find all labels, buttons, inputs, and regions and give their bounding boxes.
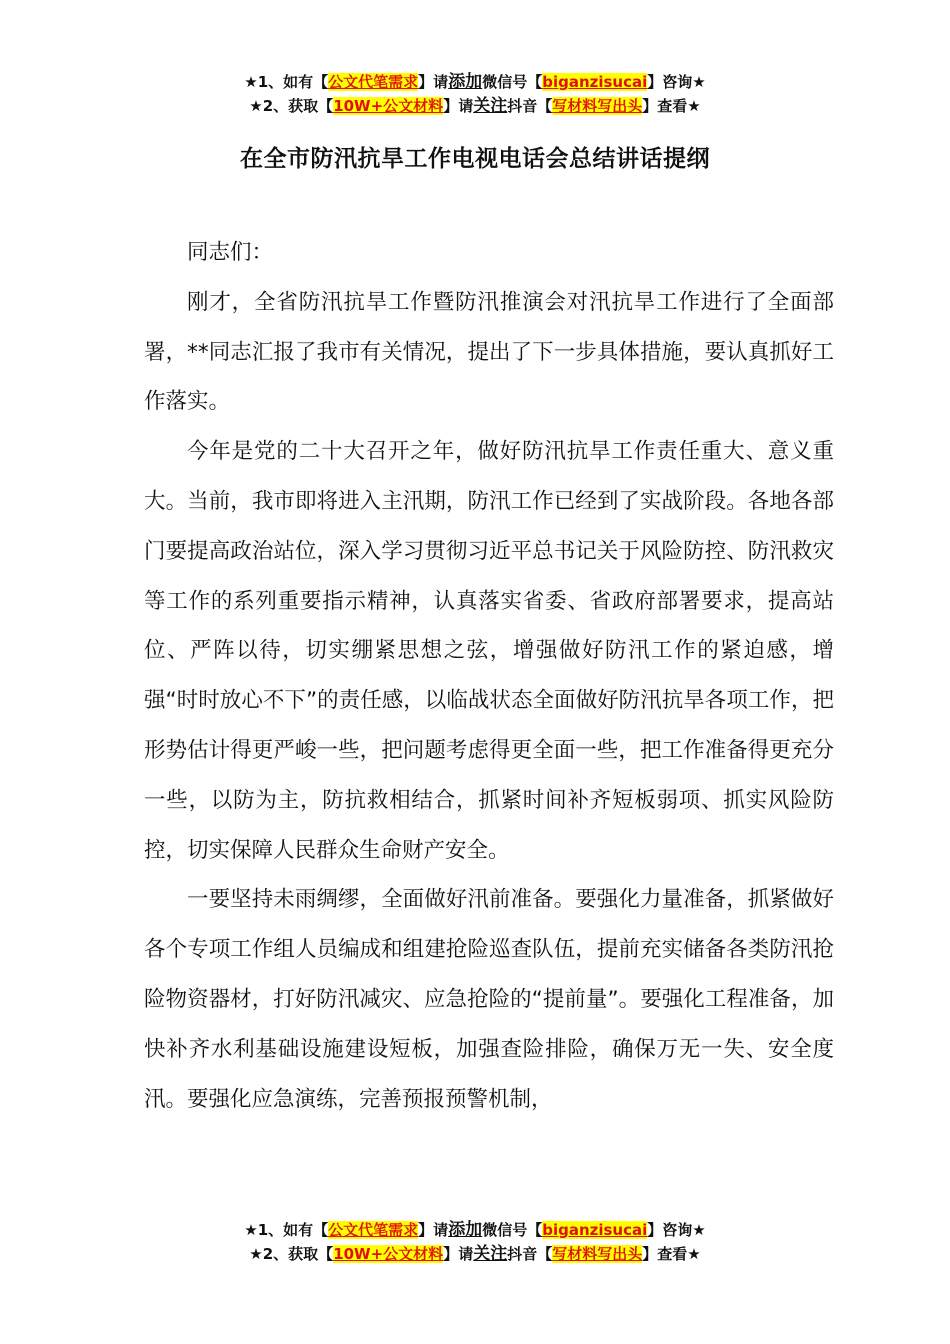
banner-text: ★2、获取【 — [249, 97, 334, 115]
header-banner — [0, 70, 950, 118]
banner-text: 微信号【 — [482, 73, 543, 91]
paragraph: 一要坚持未雨绸缪，全面做好汛前准备。要强化力量准备，抓紧做好各个专项工作组人员编成和组建抢险巡查队伍，提前充实储备各类防汛抢险物资器材，打好防汛减灾、应急抢险的“提前量”。要强化工程准备，加快补齐水利基础设施建设短板，加强查险排险，确保万无一失、安全度汛。要强化应急演练，完善预报预警机制， — [144, 887, 834, 1112]
highlight-link[interactable]: biganzisucai — [542, 73, 648, 91]
paragraph: 刚才，全省防汛抗旱工作暨防汛推演会对汛抗旱工作进行了全面部署，**同志汇报了我市有关情况，提出了下一步具体措施，要认真抓好工作落实。 — [144, 289, 834, 415]
banner-line-2 — [0, 1242, 950, 1266]
highlight-link[interactable]: 10W+公文材料 — [333, 97, 444, 115]
banner-text: ★1、如有【 — [244, 1221, 329, 1239]
banner-text: 】咨询★ — [647, 1221, 706, 1239]
banner-text: 抖音【 — [507, 1245, 553, 1263]
banner-text: 】请 — [418, 73, 449, 91]
banner-text: 】请 — [418, 1221, 449, 1239]
highlight-link[interactable]: 10W+公文材料 — [333, 1245, 444, 1263]
banner-emphasis: 关注 — [473, 1244, 508, 1264]
salutation: 同志们： — [187, 240, 274, 265]
banner-emphasis: 关注 — [473, 96, 508, 116]
document-title: 在全市防汛抗旱工作电视电话会总结讲话提纲 — [240, 146, 710, 172]
highlight-link[interactable]: 写材料写出头 — [552, 1245, 643, 1263]
banner-line-1 — [0, 1218, 950, 1242]
highlight-link[interactable]: 写材料写出头 — [552, 97, 643, 115]
highlight-link[interactable]: 公文代笔需求 — [328, 1221, 419, 1239]
banner-line-2 — [0, 94, 950, 118]
banner-text: 微信号【 — [482, 1221, 543, 1239]
banner-text: ★2、获取【 — [249, 1245, 334, 1263]
banner-text: ★1、如有【 — [244, 73, 329, 91]
highlight-link[interactable]: biganzisucai — [542, 1221, 648, 1239]
footer-banner — [0, 1218, 950, 1266]
banner-text: 】请 — [443, 97, 474, 115]
banner-line-1 — [0, 70, 950, 94]
banner-text: 】请 — [443, 1245, 474, 1263]
banner-emphasis: 添加 — [448, 72, 483, 92]
banner-text: 】查看★ — [642, 1245, 701, 1263]
banner-text: 】咨询★ — [647, 73, 706, 91]
banner-text: 】查看★ — [642, 97, 701, 115]
paragraph: 今年是党的二十大召开之年，做好防汛抗旱工作责任重大、意义重大。当前，我市即将进入主汛期，防汛工作已经到了实战阶段。各地各部门要提高政治站位，深入学习贯彻习近平总书记关于风险防控、防汛救灾等工作的系列重要指示精神，认真落实省委、省政府部署要求，提高站位、严阵以待，切实绷紧思想之弦，增强做好防汛工作的紧迫感，增强“时时放心不下”的责任感，以临战状态全面做好防汛抗旱各项工作，把形势估计得更严峻一些，把问题考虑得更全面一些，把工作准备得更充分一些，以防为主，防抗救相结合，抓紧时间补齐短板弱项、抓实风险防控，切实保障人民群众生命财产安全。 — [144, 439, 834, 863]
banner-emphasis: 添加 — [448, 1220, 483, 1240]
document-body — [144, 228, 834, 1124]
banner-text: 抖音【 — [507, 97, 553, 115]
highlight-link[interactable]: 公文代笔需求 — [328, 73, 419, 91]
